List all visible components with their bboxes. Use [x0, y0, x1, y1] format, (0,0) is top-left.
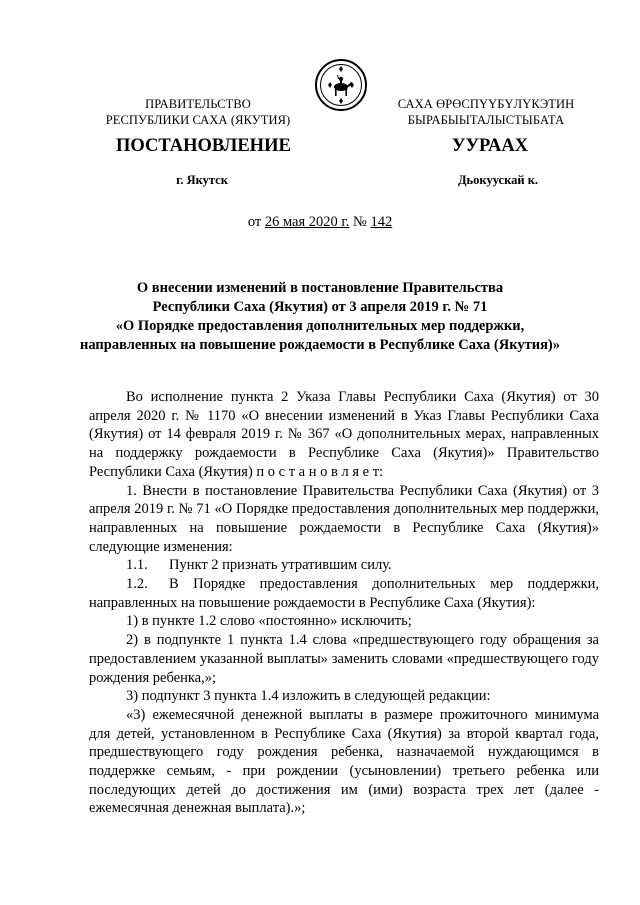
title-line-2: Республики Саха (Якутия) от 3 апреля 2019 г. № 71 [152, 299, 488, 315]
title-line-4: направленных на повышение рождаемости в Республике Саха (Якутия)» [80, 337, 561, 353]
coat-of-arms-icon [314, 58, 368, 112]
authority-line-1: САХА ӨРӨСПYYБYЛYКЭТИН [397, 97, 575, 111]
issuing-authority-russian [98, 96, 298, 128]
title-line-1: О внесении изменений в постановление Правительства [136, 280, 504, 296]
clause-text: В Порядке предоставления дополнительных мер поддержки, направленных на повышение рождаемости в Республике Саха (Якутия): [89, 576, 599, 611]
subclause-1: 1) в пункте 1.2 слово «постоянно» исключить; [126, 613, 412, 630]
number-prefix: № [349, 214, 371, 230]
title-line-3: «О Порядке предоставления дополнительных мер поддержки, [115, 318, 525, 334]
document-date: 26 мая 2020 г. [264, 214, 350, 230]
preamble-paragraph: Во исполнение пункта 2 Указа Главы Республики Саха (Якутия) от 30 апреля 2020 г. № 1170 «О внесении изменений в Указ Главы Республики Саха (Якутия) от 14 февраля 2019 г. № 367 «О дополнительных мерах, направленных на поддержку рождаемости в Республике Саха (Якутия)» Правительство Республики Саха (Якутия) п о с т а н о в л я е т: [89, 389, 599, 480]
clause-number: 1.2. [126, 576, 148, 593]
authority-line-2: БЫРАБЫЫТАЛЫСТЫБАТА [407, 113, 565, 127]
subclause-3: 3) подпункт 3 пункта 1.4 изложить в следующей редакции: [126, 688, 491, 705]
city-russian: г. Якутск [176, 173, 228, 187]
authority-line-2: РЕСПУБЛИКИ САХА (ЯКУТИЯ) [105, 113, 291, 127]
issuing-authority-sakha [376, 96, 596, 128]
document-date-number [0, 214, 640, 231]
clause-number: 1.1. [126, 557, 148, 574]
city-sakha: Дьокуускай к. [457, 173, 539, 187]
document-title [80, 279, 560, 355]
subclause-3-text: «3) ежемесячной денежной выплаты в размере прожиточного минимума для детей, установленном в Республике Саха (Якутия) за второй квартал года, предшествующего году рождения ребенка, назначаемой нуждающимся в поддержке семьям, - при рождении (усыновлении) третьего ребенка или последующих детей до достижения им (ими) возраста трех лет (далее - ежемесячная денежная выплата).»; [89, 706, 599, 817]
document-type-sakha: УУРААХ [451, 136, 529, 156]
document-body [89, 388, 599, 818]
document-type-russian: ПОСТАНОВЛЕНИЕ [116, 136, 291, 156]
subclause-2: 2) в подпункте 1 пункта 1.4 слова «предшествующего году обращения за предоставлением указанной выплаты» заменить словами «предшествующего году рождения ребенка,»; [89, 632, 599, 686]
authority-line-1: ПРАВИТЕЛЬСТВО [145, 97, 251, 111]
clause-1-2 [89, 575, 599, 612]
clause-text: Пункт 2 признать утратившим силу. [169, 557, 392, 574]
clause-1: 1. Внести в постановление Правительства Республики Саха (Якутия) от 3 апреля 2019 г. № 71 «О Порядке предоставления дополнительных мер поддержки, направленных на повышение рождаемости в Республике Саха (Якутия)» следующие изменения: [89, 482, 599, 555]
date-prefix: от [247, 214, 265, 230]
document-number: 142 [370, 214, 393, 230]
clause-1-1 [89, 556, 599, 575]
